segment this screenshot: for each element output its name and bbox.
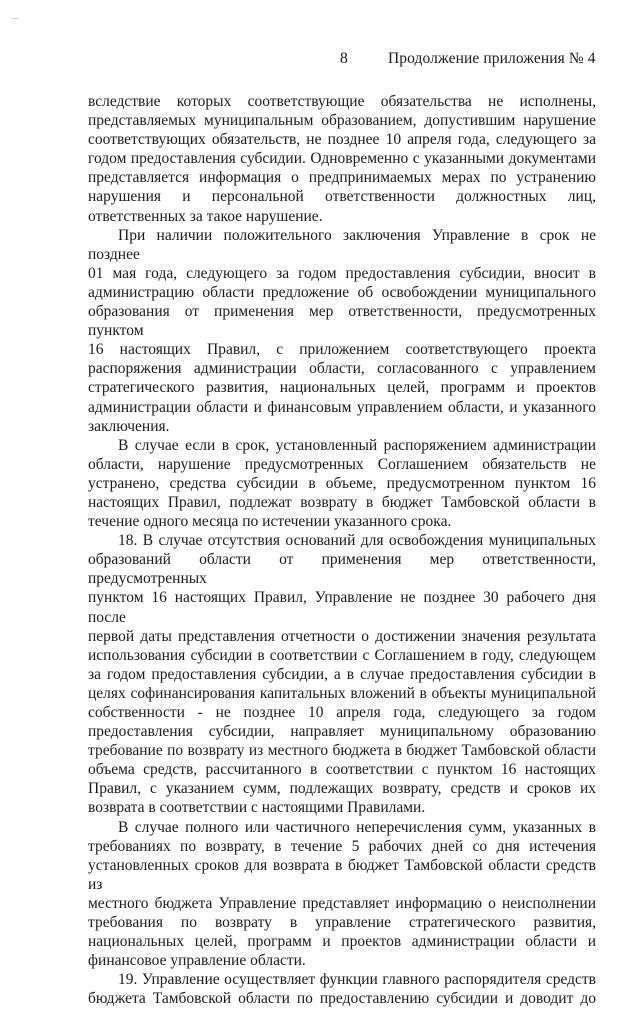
text-line: за годом предоставления субсидии, а в случае предоставления субсидии в	[88, 665, 596, 683]
text-line: образований области от применения мер ответственности, предусмотренных	[88, 551, 596, 588]
text-line: соответствующих обязательств, не позднее 10 апреля года, следующего за	[88, 131, 596, 149]
text-line: представляется информация о предпринимаемых мерах по устранению	[88, 169, 596, 187]
text-line: бюджета Тамбовской области по предоставлению субсидии и доводит до	[88, 990, 596, 1008]
text-line: устранено, средства субсидии в объеме, предусмотренном пунктом 16	[88, 474, 596, 492]
scan-mark	[12, 18, 18, 19]
text-line: требования по возврату в управление стратегического развития,	[88, 914, 596, 932]
text-line: 01 мая года, следующего за годом предоставления субсидии, вносит в	[88, 264, 596, 282]
text-line: установленных сроков для возврата в бюджет Тамбовской области средств из	[88, 856, 596, 893]
text-line: администрации области и финансовым управлением области, и указанного	[88, 398, 596, 416]
text-line: стратегического развития, национальных целей, программ и проектов	[88, 379, 596, 397]
text-line: местного бюджета Управление представляет информацию о неисполнении	[88, 894, 596, 912]
text-line: Правил, с указанием сумм, подлежащих возврату, средств и сроков их	[88, 780, 596, 798]
text-line: пунктом 16 настоящих Правил, Управление не позднее 30 рабочего дня после	[88, 589, 596, 626]
text-line: требование по возврату из местного бюджета в бюджет Тамбовской области	[88, 742, 596, 760]
text-line: образования от применения мер ответственности, предусмотренных пунктом	[88, 303, 596, 340]
text-line: первой даты представления отчетности о достижении значения результата	[88, 627, 596, 645]
text-line: В случае полного или частичного неперечисления сумм, указанных в	[118, 818, 596, 836]
text-line: области, нарушение предусмотренных Соглашением обязательств не	[88, 455, 596, 473]
text-line: использования субсидии в соответствии с Соглашением в году, следующем	[88, 646, 596, 664]
text-line: нарушения и персональной ответственности должностных лиц,	[88, 188, 596, 206]
text-line: возврата в соответствии с настоящими Правилами.	[88, 799, 426, 817]
text-line: распоряжения администрации области, согласованного с управлением	[88, 360, 596, 378]
text-line: требованиях по возврату, в течение 5 рабочих дней со дня истечения	[88, 837, 596, 855]
text-line: годом предоставления субсидии. Одновременно с указанными документами	[88, 150, 596, 168]
page-header	[0, 50, 640, 74]
text-line: 18. В случае отсутствия оснований для освобождения муниципальных	[118, 532, 596, 550]
text-line: целях софинансирования капитальных вложений в объекты муниципальной	[88, 684, 596, 702]
document-body	[88, 92, 596, 1009]
text-line: объема средств, рассчитанного в соответствии с пунктом 16 настоящих	[88, 761, 596, 779]
text-line: При наличии положительного заключения Управление в срок не позднее	[88, 226, 596, 263]
text-line: представляемых муниципальным образованием, допустившим нарушение	[88, 112, 596, 130]
text-line: предоставления субсидии, направляет муниципальному образованию	[88, 723, 596, 741]
text-line: течение одного месяца по истечении указанного срока.	[88, 513, 452, 531]
text-line: настоящих Правил, подлежат возврату в бюджет Тамбовской области в	[88, 493, 596, 511]
text-line: вследствие которых соответствующие обязательства не исполнены,	[88, 93, 596, 110]
text-line: 19. Управление осуществляет функции главного распорядителя средств	[118, 971, 596, 989]
text-line: финансовое управление области.	[88, 952, 306, 970]
text-line: национальных целей, программ и проектов администрации области и	[88, 933, 596, 951]
text-line: ответственных за такое нарушение.	[88, 207, 323, 225]
text-line: 16 настоящих Правил, с приложением соответствующего проекта	[88, 341, 596, 359]
text-line: собственности - не позднее 10 апреля года, следующего за годом	[88, 704, 596, 721]
text-line: заключения.	[88, 417, 170, 435]
page-number: 8	[340, 50, 348, 67]
appendix-continuation-label: Продолжение приложения № 4	[388, 50, 596, 67]
text-line: В случае если в срок, установленный распоряжением администрации	[118, 436, 596, 454]
text-line: администрацию области предложение об освобождении муниципального	[88, 283, 596, 301]
